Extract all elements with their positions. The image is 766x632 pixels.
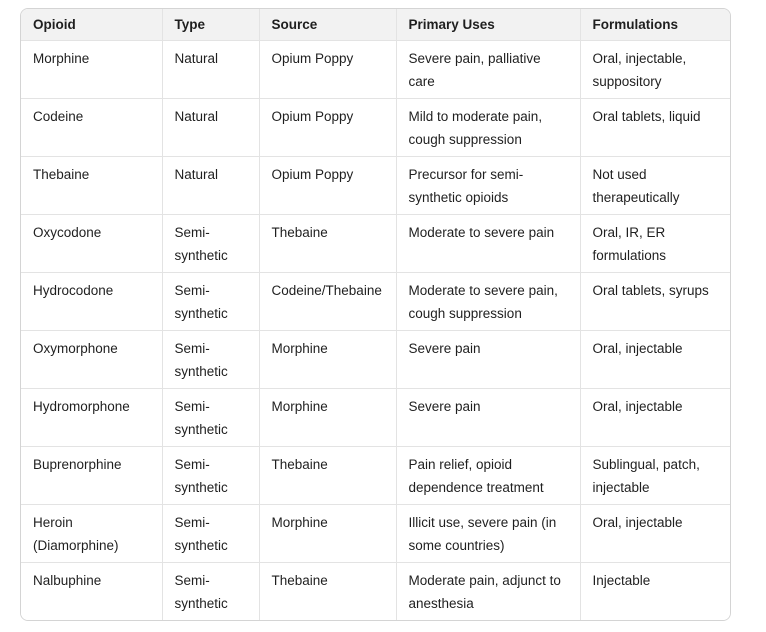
cell-primary-uses: Moderate to severe pain [396,215,580,273]
cell-type: Semi-synthetic [162,215,259,273]
cell-type: Semi-synthetic [162,331,259,389]
cell-primary-uses: Severe pain, palliative care [396,41,580,99]
table-row [21,447,731,505]
cell-formulations: Oral, IR, ER formulations [580,215,731,273]
cell-formulations: Oral, injectable, suppository [580,41,731,99]
cell-primary-uses: Severe pain [396,331,580,389]
cell-type: Semi-synthetic [162,273,259,331]
cell-formulations: Oral, injectable [580,505,731,563]
table-row [21,389,731,447]
cell-opioid: Nalbuphine [21,563,162,621]
cell-source: Codeine/Thebaine [259,273,396,331]
cell-source: Opium Poppy [259,157,396,215]
cell-source: Thebaine [259,447,396,505]
cell-opioid: Hydrocodone [21,273,162,331]
column-header-formulations: Formulations [580,9,731,41]
cell-source: Morphine [259,389,396,447]
cell-opioid: Oxymorphone [21,331,162,389]
cell-source: Thebaine [259,215,396,273]
cell-source: Thebaine [259,563,396,621]
cell-source: Morphine [259,331,396,389]
cell-primary-uses: Moderate pain, adjunct to anesthesia [396,563,580,621]
cell-primary-uses: Severe pain [396,389,580,447]
table-header-row [21,9,731,41]
cell-formulations: Injectable [580,563,731,621]
cell-formulations: Oral tablets, syrups [580,273,731,331]
table-row [21,273,731,331]
cell-primary-uses: Precursor for semi-synthetic opioids [396,157,580,215]
cell-opioid: Oxycodone [21,215,162,273]
cell-opioid: Heroin (Diamorphine) [21,505,162,563]
column-header-type: Type [162,9,259,41]
table-row [21,215,731,273]
cell-source: Opium Poppy [259,41,396,99]
cell-source: Morphine [259,505,396,563]
cell-opioid: Morphine [21,41,162,99]
cell-formulations: Sublingual, patch, injectable [580,447,731,505]
column-header-opioid: Opioid [21,9,162,41]
column-header-source: Source [259,9,396,41]
cell-primary-uses: Illicit use, severe pain (in some countries) [396,505,580,563]
table-row [21,505,731,563]
table-body [21,41,731,621]
opioid-table-card [20,8,731,621]
cell-type: Semi-synthetic [162,447,259,505]
cell-formulations: Not used therapeutically [580,157,731,215]
cell-formulations: Oral, injectable [580,331,731,389]
cell-type: Semi-synthetic [162,505,259,563]
cell-type: Natural [162,41,259,99]
cell-type: Natural [162,157,259,215]
table-row [21,331,731,389]
cell-type: Semi-synthetic [162,389,259,447]
cell-type: Semi-synthetic [162,563,259,621]
cell-formulations: Oral tablets, liquid [580,99,731,157]
column-header-primary-uses: Primary Uses [396,9,580,41]
cell-type: Natural [162,99,259,157]
opioid-table [21,9,731,620]
cell-primary-uses: Moderate to severe pain, cough suppression [396,273,580,331]
cell-opioid: Buprenorphine [21,447,162,505]
cell-primary-uses: Pain relief, opioid dependence treatment [396,447,580,505]
cell-formulations: Oral, injectable [580,389,731,447]
table-row [21,41,731,99]
table-row [21,157,731,215]
cell-opioid: Hydromorphone [21,389,162,447]
table-row [21,99,731,157]
cell-source: Opium Poppy [259,99,396,157]
cell-opioid: Thebaine [21,157,162,215]
cell-opioid: Codeine [21,99,162,157]
table-row [21,563,731,621]
cell-primary-uses: Mild to moderate pain, cough suppression [396,99,580,157]
